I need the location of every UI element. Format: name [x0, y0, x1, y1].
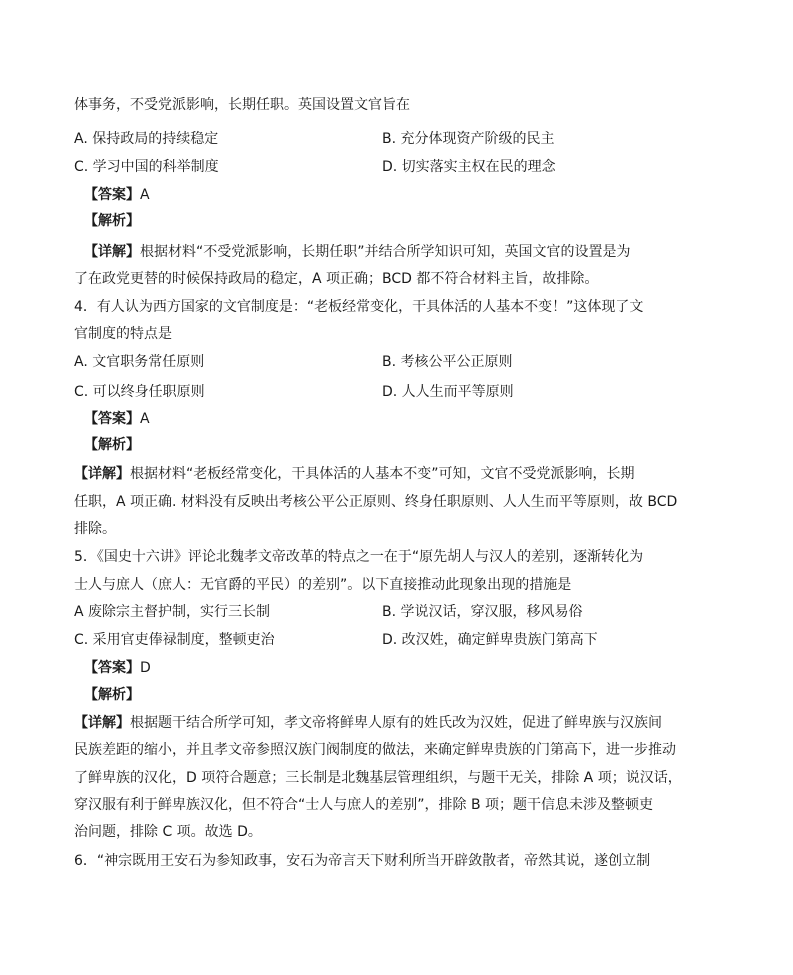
- q3-answer: [84, 186, 150, 204]
- detail-text: 根据材料“老板经常变化，干具体活的人基本不变”可知，文官不受党派影响，长期: [130, 466, 635, 482]
- q4-option-b: B. 考核公平公正原则: [382, 354, 513, 370]
- detail-text: 根据题干结合所学可知，孝文帝将鲜卑人原有的姓氏改为汉姓，促进了鲜卑族与汉族间: [130, 715, 662, 731]
- detail-text: 根据材料“不受党派影响，长期任职”并结合所学知识可知，英国文官的设置是为: [140, 244, 631, 260]
- q3-detail-line-1: [84, 243, 631, 261]
- q4-answer: [84, 410, 150, 428]
- q5-answer: [84, 659, 151, 677]
- q5-detail-line-2: 民族差距的缩小，并且孝文帝参照汉族门阀制度的做法，来确定鲜卑贵族的门第高下，进一步推动: [74, 742, 676, 758]
- q4-detail-line-1: [74, 465, 635, 483]
- q3-option-a: A. 保持政局的持续稳定: [74, 131, 219, 147]
- q5-detail-line-3: 了鲜卑族的汉化，D 项符合题意；三长制是北魏基层管理组织，与题干无关，排除 A 项；说汉话，: [74, 770, 682, 786]
- q5-option-c: C. 采用官吏俸禄制度，整顿吏治: [74, 632, 275, 648]
- q5-analysis-label: 【解析】: [84, 687, 140, 703]
- answer-label: 【答案】: [84, 660, 140, 676]
- q4-detail-line-2: 任职，A 项正确. 材料没有反映出考核公平公正原则、终身任职原则、人人生而平等原则，故 BCD: [74, 494, 678, 510]
- q4-option-c: C. 可以终身任职原则: [74, 384, 205, 400]
- answer-value: D: [140, 660, 151, 676]
- detail-label: 【详解】: [74, 466, 130, 482]
- q4-detail-line-3: 排除。: [74, 521, 116, 537]
- q3-detail-line-2: 了在政党更替的时候保持政局的稳定，A 项正确；BCD 都不符合材料主旨，故排除。: [74, 271, 599, 287]
- answer-label: 【答案】: [84, 187, 140, 203]
- q4-option-d: D. 人人生而平等原则: [382, 384, 514, 400]
- answer-value: A: [140, 411, 150, 427]
- q5-detail-line-1: [74, 714, 662, 732]
- q3-option-c: C. 学习中国的科举制度: [74, 159, 219, 175]
- q5-option-d: D. 改汉姓，确定鲜卑贵族门第高下: [382, 632, 598, 648]
- q3-stem-tail: 体事务，不受党派影响，长期任职。英国设置文官旨在: [74, 97, 410, 113]
- answer-label: 【答案】: [84, 411, 140, 427]
- q6-stem-line-1: 6．“神宗既用王安石为参知政事，安石为帝言天下财利所当开辟敛散者，帝然其说，遂创立制: [74, 853, 651, 869]
- q5-detail-line-5: 治问题，排除 C 项。故选 D。: [74, 824, 262, 840]
- q5-option-a: A 废除宗主督护制，实行三长制: [74, 604, 271, 620]
- q5-stem-line-1: 5．《国史十六讲》评论北魏孝文帝改革的特点之一在于“原先胡人与汉人的差别，逐渐转化为: [74, 549, 644, 565]
- detail-label: 【详解】: [74, 715, 130, 731]
- q3-option-b: B. 充分体现资产阶级的民主: [382, 131, 555, 147]
- q4-analysis-label: 【解析】: [84, 437, 140, 453]
- answer-value: A: [140, 187, 150, 203]
- detail-label: 【详解】: [84, 244, 140, 260]
- q4-option-a: A. 文官职务常任原则: [74, 354, 205, 370]
- q3-option-d: D. 切实落实主权在民的理念: [382, 159, 556, 175]
- q5-detail-line-4: 穿汉服有利于鲜卑族汉化，但不符合“士人与庶人的差别”，排除 B 项；题干信息未涉及整顿吏: [74, 797, 654, 813]
- q5-option-b: B. 学说汉话，穿汉服，移风易俗: [382, 604, 583, 620]
- q5-stem-line-2: 士人与庶人（庶人：无官爵的平民）的差别”。以下直接推动此现象出现的措施是: [74, 577, 572, 593]
- q4-stem-line-2: 官制度的特点是: [74, 326, 172, 342]
- q4-stem-line-1: 4．有人认为西方国家的文官制度是：“老板经常变化，干具体活的人基本不变！”这体现了文: [74, 299, 644, 315]
- q3-analysis-label: 【解析】: [84, 213, 140, 229]
